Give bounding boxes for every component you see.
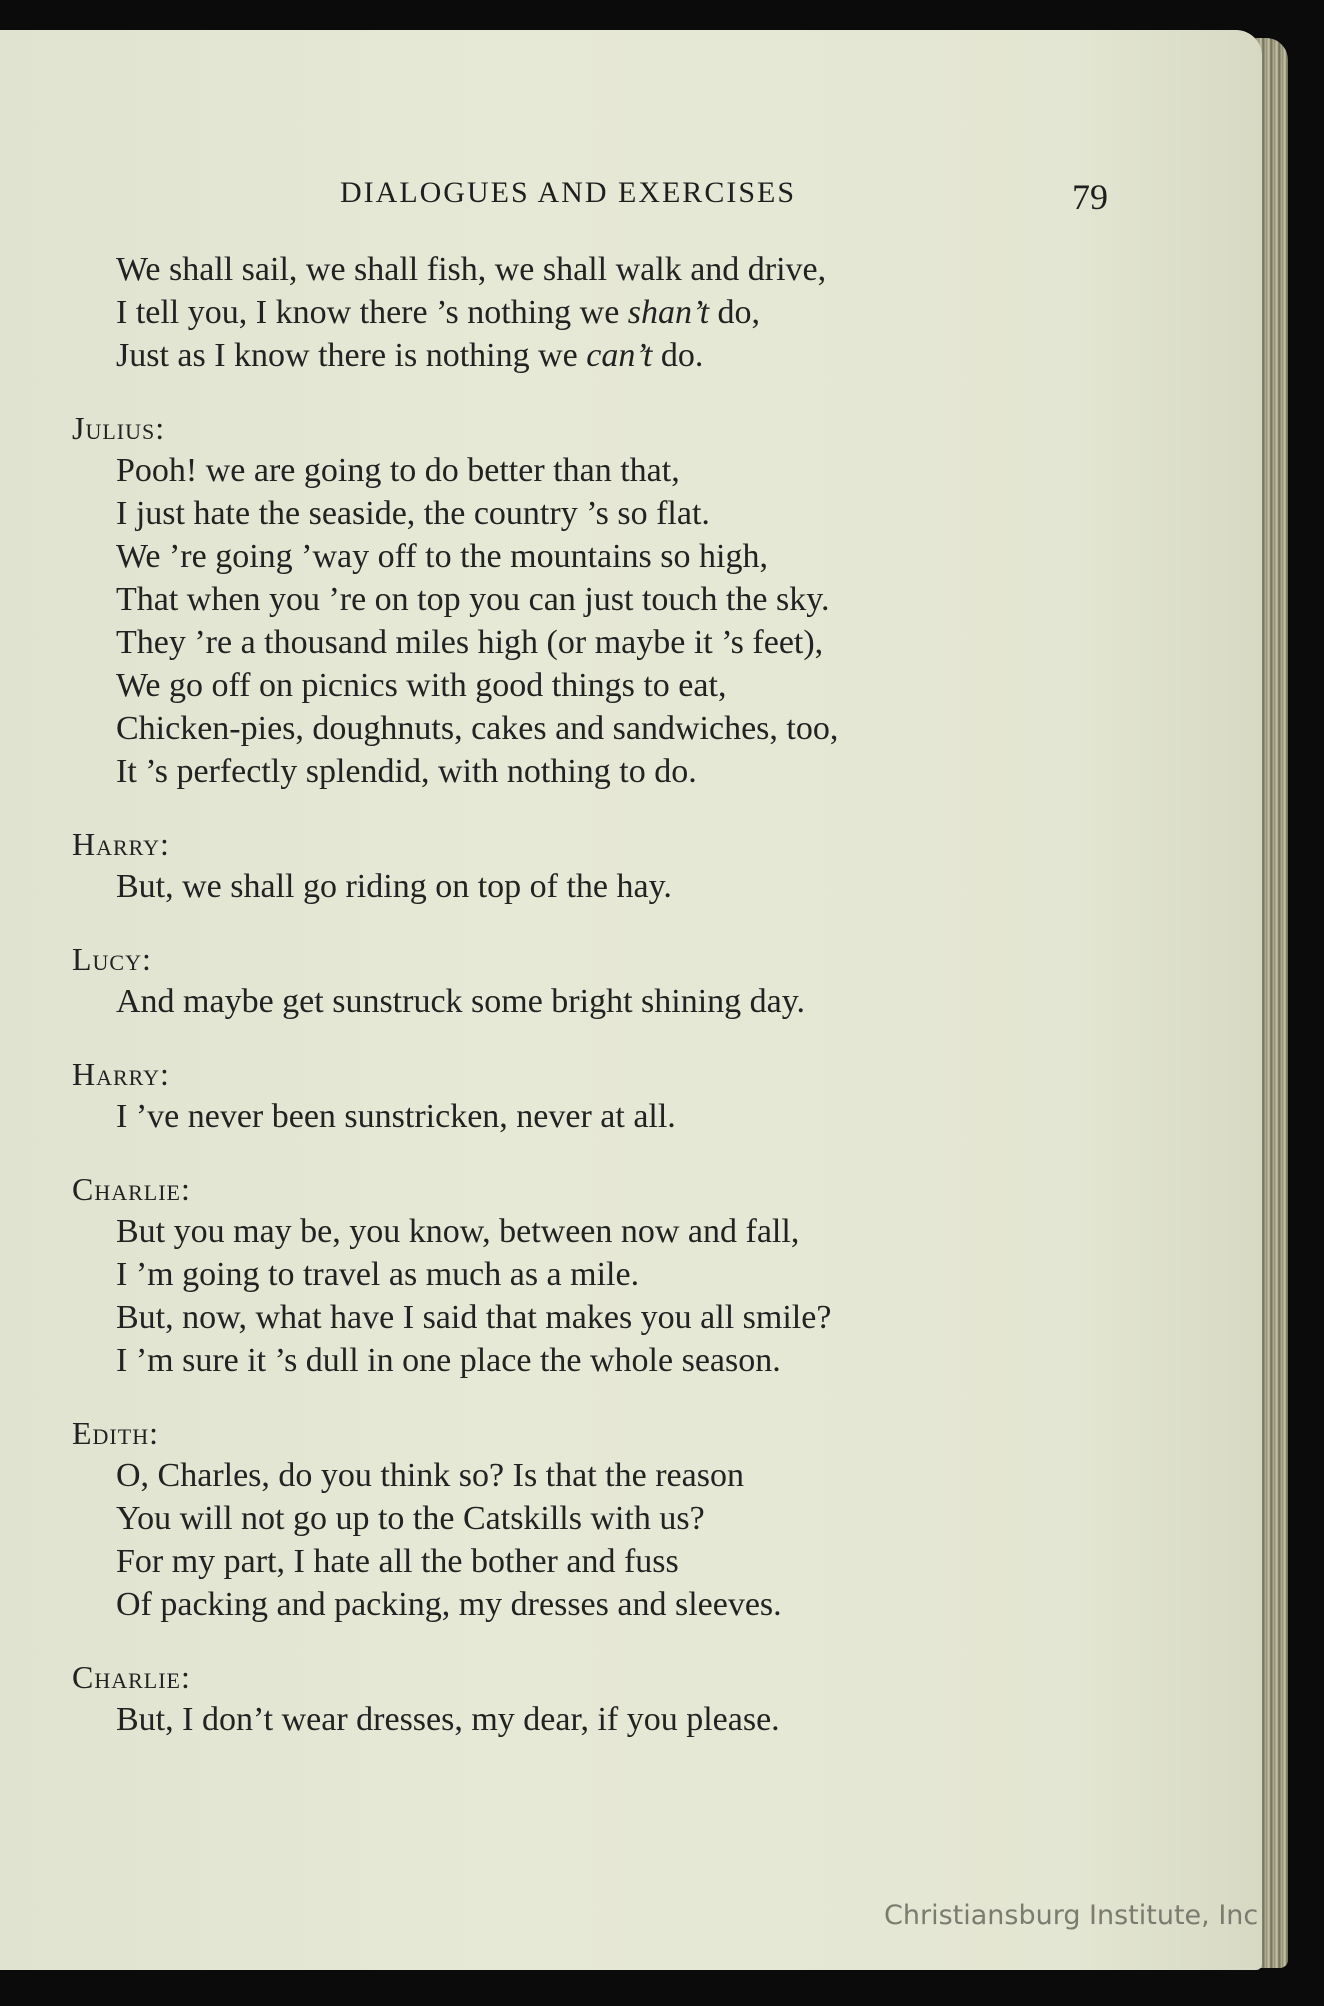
emphasis-text: shan’t [627,294,710,331]
speaker-name: Charlie: [72,1171,191,1207]
page-number: 79 [1072,177,1108,217]
verse-line: Pooh! we are going to do better than that, [116,452,680,489]
verse-line: We ’re going ’way off to the mountains so high, [116,538,768,575]
dialogue-speeches [72,407,1082,1741]
speech-block [72,823,1082,908]
verse-line: But, I don’t wear dresses, my dear, if you please. [116,1701,780,1738]
verse-line: For my part, I hate all the bother and fuss [116,1543,679,1580]
speech-block [72,938,1082,1023]
speaker-name: Julius: [72,410,166,446]
verse-line: That when you ’re on top you can just touch the sky. [116,581,830,618]
verse-text: do, [709,294,761,331]
verse-line: Chicken-pies, doughnuts, cakes and sandwiches, too, [116,710,839,747]
verse-line: I just hate the seaside, the country ’s so flat. [116,495,710,532]
speech-block [72,1412,1082,1626]
intro-stanza [72,248,1082,377]
verse-line: They ’re a thousand miles high (or maybe it ’s feet), [116,624,824,661]
speech-block [72,1168,1082,1382]
verse-line [72,291,1082,334]
verse-line: Of packing and packing, my dresses and sleeves. [116,1586,782,1623]
verse-line: I ’ve never been sunstricken, never at all. [116,1098,676,1135]
speaker-name: Charlie: [72,1659,191,1695]
speaker-name: Harry: [72,826,170,862]
verse-line: We go off on picnics with good things to eat, [116,667,727,704]
verse-line: But, we shall go riding on top of the hay. [116,868,672,905]
verse-line: I ’m sure it ’s dull in one place the whole season. [116,1342,781,1379]
speaker-name: Harry: [72,1056,170,1092]
emphasis-text: can’t [586,337,653,374]
watermark: Christiansburg Institute, Inc [884,1900,1259,1931]
verse-line: And maybe get sunstruck some bright shining day. [116,983,806,1020]
speech-block [72,1656,1082,1741]
verse-line: It ’s perfectly splendid, with nothing to do. [116,753,697,790]
verse-line: But you may be, you know, between now and fall, [116,1213,800,1250]
verse-text: Just as I know there is nothing we [116,337,587,374]
verse-line: But, now, what have I said that makes you all smile? [116,1299,832,1336]
verse-line: We shall sail, we shall fish, we shall walk and drive, [116,251,827,288]
speaker-name: Lucy: [72,941,152,977]
verse-line: I ’m going to travel as much as a mile. [116,1256,640,1293]
verse-line: You will not go up to the Catskills with us? [116,1500,705,1537]
verse-line: O, Charles, do you think so? Is that the reason [116,1457,744,1494]
verse-text: I tell you, I know there ’s nothing we [116,294,628,331]
running-head: DIALOGUES AND EXERCISES [340,176,797,209]
verse-line [72,334,1082,377]
speech-block [72,407,1082,793]
speaker-name: Edith: [72,1415,159,1451]
speech-block [72,1053,1082,1138]
verse-text: do. [652,337,704,374]
page-content [72,248,1082,1771]
